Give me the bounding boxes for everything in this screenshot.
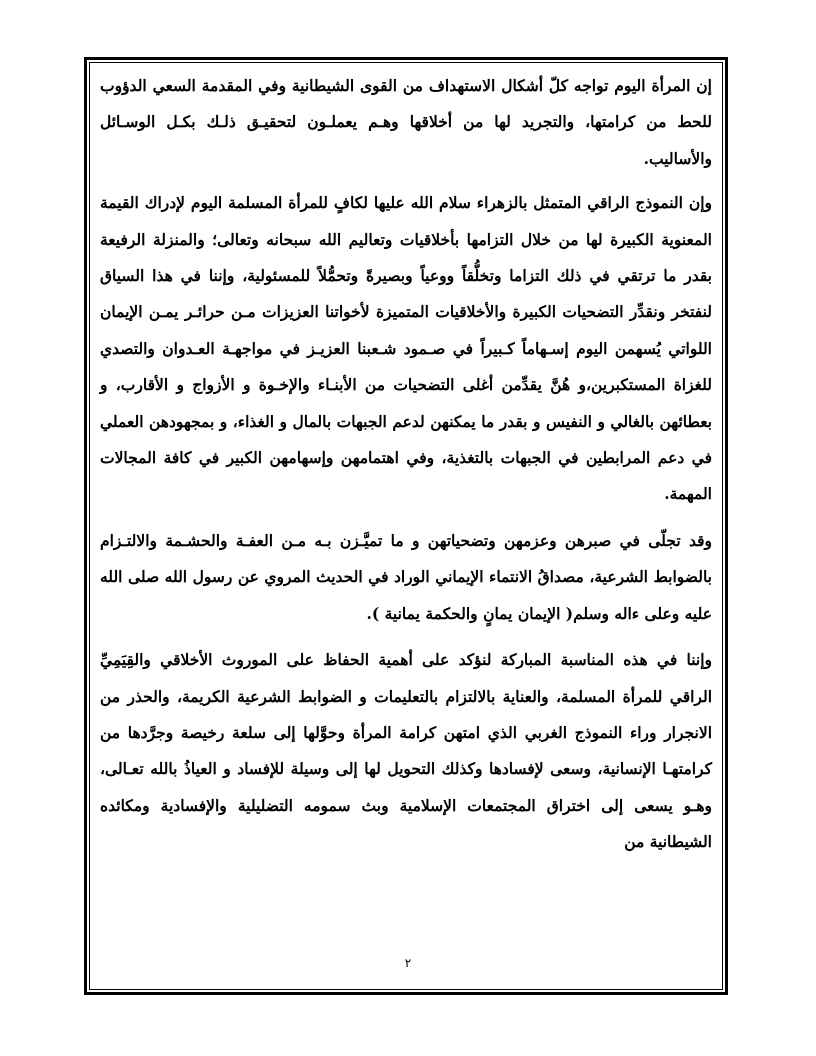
paragraph-4: وإننا في هذه المناسبة المباركة لنؤكد على أهمية الحفاظ على الموروث الأخلاقي والقِيَمِيِّ الراقي للمرأة المسلمة، والعناية بالالتزام بالتعليمات و الضوابط الشرعية الكريمة، والحذر من الانجرار وراء النموذج الغربي الذي امتهن كرامة المرأة وحوَّلها إلى سلعة رخيصة وجرَّدها من كرامتهـا الإنسانية، وسعى لإفسادها وكذلك التحويل لها إلى وسيلة للإفساد و العياذُ بالله تعـالى، وهـو يسعى إلى اختراق المجتمعات الإسلامية وبث سمومه التضليلية والإفسادية ومكائده الشيطانية من [100,650,712,852]
paragraph-3: وقد تجلّى في صبرهن وعزمهن وتضحياتهن و ما تميَّـزن بـه مـن العفـة والحشـمة والالتـزام بالضوابط الشرعية، مصداقُ الانتماء الإيماني الوراد في الحديث المروي عن رسول الله صلى الله عليه وعلى ءاله وسلم( الإيمان يمانٍ والحكمة يمانية ). [100,530,712,623]
page-number: ٢ [404,956,412,970]
paragraph-1: إن المرأة اليوم تواجه كلّ أشكال الاستهداف من القوى الشيطانية وفي المقدمة السعي الدؤوب للحط من كرامتها، والتجريد لها من أخلاقها وهـم يعملـون لتحقيـق ذلـك بكـل الوسـائل والأساليب. [100,76,712,168]
document-body [100,68,712,861]
paragraph-2: وإن النموذج الراقي المتمثل بالزهراء سلام الله عليها لكافٍ للمرأة المسلمة اليوم لإدراك القيمة المعنوية الكبيرة لها من خلال التزامها بأخلاقيات وتعاليم الله سبحانه وتعالى؛ والمنزلة الرفيعة بقدر ما ترتقي في ذلك التزاما وتخلُّقاً ووعياً وبصيرةً وتحمُّلاً للمسئولية، وإننا في هذا السياق لنفتخر ونقدِّر التضحيات الكبيرة والأخلاقيات المتميزة لأخواتنا العزيزات مـن حرائـر يمـن الإيمان اللواتي يُسهمن اليوم إسـهاماً كـبيراً في صـمود شـعبنا العزيـز في مواجهـة العـدوان والتصدي للغزاة المستكبرين،و هُنَّ يقدِّمن أغلى التضحيات من الأبنـاء والإخـوة و الأزواج و الأقارب، و بعطائهن بالغالي و النفيس و بقدر ما يمكنهن لدعم الجبهات بالمال و الغذاء، و بمجهودهن العملي في دعم المرابطين في الجبهات بالتغذية، وفي اهتمامهن وإسهامهن الكبير في كافة المجالات المهمة. [100,193,712,504]
